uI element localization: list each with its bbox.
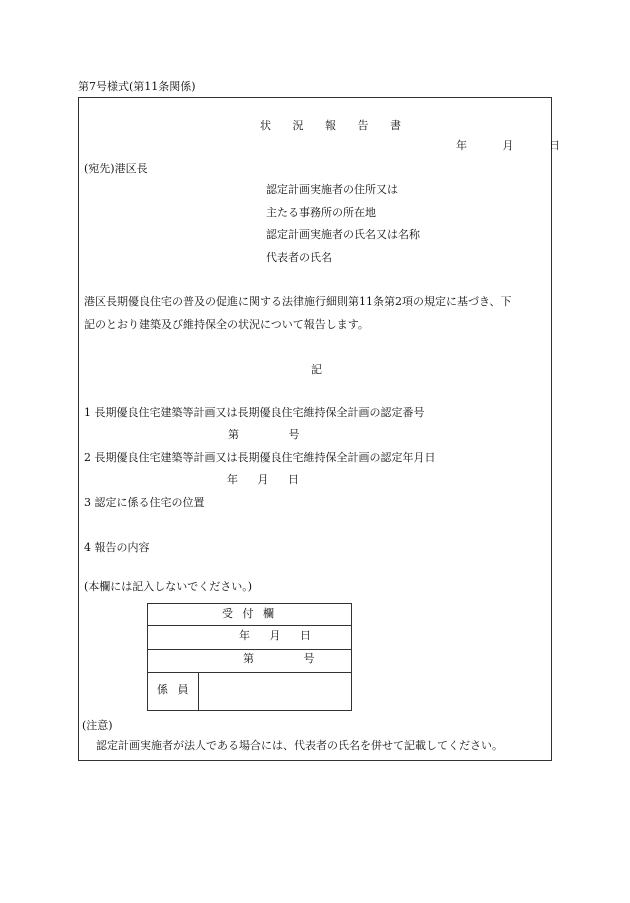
body-text-line-2: 記のとおり建築及び維持保全の状況について報告します。 [84, 318, 369, 331]
item-house-location: 3 認定に係る住宅の位置 [84, 496, 205, 509]
item-certification-date: 2 長期優良住宅建築等計画又は長期優良住宅維持保全計画の認定年月日 [84, 451, 436, 464]
item-certification-number: 1 長期優良住宅建築等計画又は長期優良住宅維持保全計画の認定番号 [84, 406, 425, 419]
submission-date: 年 月 日 [456, 139, 569, 152]
document-title: 状 況 報 告 書 [260, 119, 410, 132]
reception-clerk-label: 係 員 [157, 683, 189, 696]
item-certification-number-value: 第 号 [228, 428, 300, 441]
applicant-name-label: 認定計画実施者の氏名又は名称 [266, 228, 420, 241]
item-report-content: 4 報告の内容 [84, 541, 150, 554]
reception-note: (本欄には記入しないでください。) [84, 580, 253, 593]
notes-heading: (注意) [82, 719, 113, 732]
applicant-office-label: 主たる事務所の所在地 [266, 206, 376, 219]
reception-number: 第 号 [243, 652, 315, 665]
notes-text: 認定計画実施者が法人である場合には、代表者の氏名を併せて記載してください。 [96, 739, 503, 752]
body-text-line-1: 港区長期優良住宅の普及の促進に関する法律施行細則第11条第2項の規定に基づき、下 [84, 295, 512, 308]
reception-header: 受 付 欄 [222, 607, 274, 620]
form-number-title: 第7号様式(第11条関係) [78, 80, 196, 93]
ki-heading: 記 [311, 363, 322, 376]
item-certification-date-value: 年 月 日 [227, 473, 299, 486]
reception-date: 年 月 日 [239, 629, 311, 642]
reception-box [147, 603, 352, 711]
representative-name-label: 代表者の氏名 [266, 251, 332, 264]
applicant-address-label: 認定計画実施者の住所又は [266, 183, 398, 196]
addressee: (宛先)港区長 [84, 162, 148, 175]
